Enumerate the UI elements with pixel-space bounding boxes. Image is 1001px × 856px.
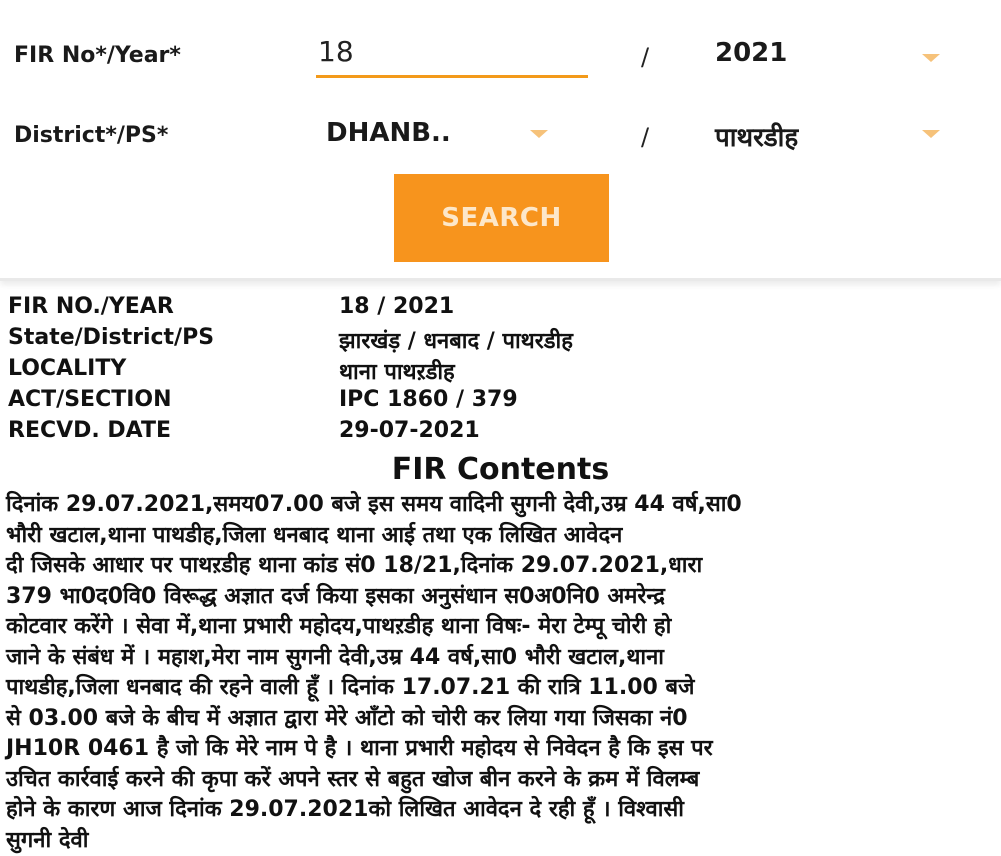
search-button[interactable]: SEARCH — [394, 174, 609, 262]
fir-details — [8, 294, 998, 449]
detail-value: थाना पाथऱडीह — [339, 360, 455, 385]
detail-row — [8, 294, 998, 325]
detail-label: State/District/PS — [8, 325, 215, 350]
fir-no-input[interactable] — [316, 28, 588, 78]
year-select[interactable] — [700, 30, 960, 80]
detail-value: IPC 1860 / 379 — [339, 387, 518, 412]
district-select-value: DHANB.. — [326, 118, 451, 148]
detail-row — [8, 387, 998, 418]
detail-row — [8, 418, 998, 449]
chevron-down-icon — [922, 130, 940, 138]
detail-label: ACT/SECTION — [8, 387, 172, 412]
detail-value: 29-07-2021 — [339, 418, 480, 443]
fir-contents-title: FIR Contents — [391, 452, 610, 487]
district-select[interactable] — [316, 110, 566, 160]
detail-value: 18 / 2021 — [339, 294, 455, 319]
ps-select[interactable] — [700, 110, 960, 160]
fir-no-year-label: FIR No*/Year* — [14, 43, 181, 68]
district-ps-label: District*/PS* — [14, 123, 169, 148]
ps-select-value: पाथरडीह — [715, 123, 799, 153]
detail-value: झारखंड़ / धनबाद / पाथरडीह — [339, 329, 573, 354]
chevron-down-icon — [530, 130, 548, 138]
separator: / — [641, 43, 650, 71]
detail-row — [8, 325, 998, 356]
fir-search-form — [0, 0, 1001, 281]
detail-label: RECVD. DATE — [8, 418, 172, 443]
fir-contents-text: दिनांक 29.07.2021,समय07.00 बजे इस समय वादिनी सुगनी देवी,उम्र 44 वर्ष,सा0 भौरी खटाल,थाना पाथडीह,जिला धनबाद थाना आई तथा एक लिखित आवेदन दी जिसके आधार पर पाथऱडीह थाना कांड सं0 18/21,दिनांक 29.07.2021,धारा 379 भा0द0वि0 विरूद्ध अज्ञात दर्ज किया इसका अनुसंधान स0अ0नि0 अमरेन्द्र कोटवार करेंगे । सेवा में,थाना प्रभारी महोदय,पाथऱडीह थाना विषः- मेरा टेम्पू चोरी हो जाने के संबंध में । महाश,मेरा नाम सुगनी देवी,उम्र 44 वर्ष,सा0 भौरी खटाल,थाना पाथडीह,जिला धनबाद की रहने वाली हूँ । दिनांक 17.07.21 की रात्रि 11.00 बजे से 03.00 बजे के बीच में अज्ञात द्वारा मेरे आँटो को चोरी कर लिया गया जिसका नं0 JH10R 0461 है जो कि मेरे नाम पे है । थाना प्रभारी महोदय से निवेदन है कि इस पर उचित कार्रवाई करने की कृपा करें अपने स्तर से बहुत खोज बीन करने के क्रम में विलम्ब होने के कारण आज दिनांक 29.07.2021को लिखित आवेदन दे रही हूँ । विश्वासी सुगनी देवी — [6, 492, 742, 853]
chevron-down-icon — [922, 54, 940, 62]
detail-label: LOCALITY — [8, 356, 127, 381]
year-select-value: 2021 — [715, 38, 788, 68]
detail-label: FIR NO./YEAR — [8, 294, 174, 319]
separator: / — [641, 123, 650, 151]
detail-row — [8, 356, 998, 387]
